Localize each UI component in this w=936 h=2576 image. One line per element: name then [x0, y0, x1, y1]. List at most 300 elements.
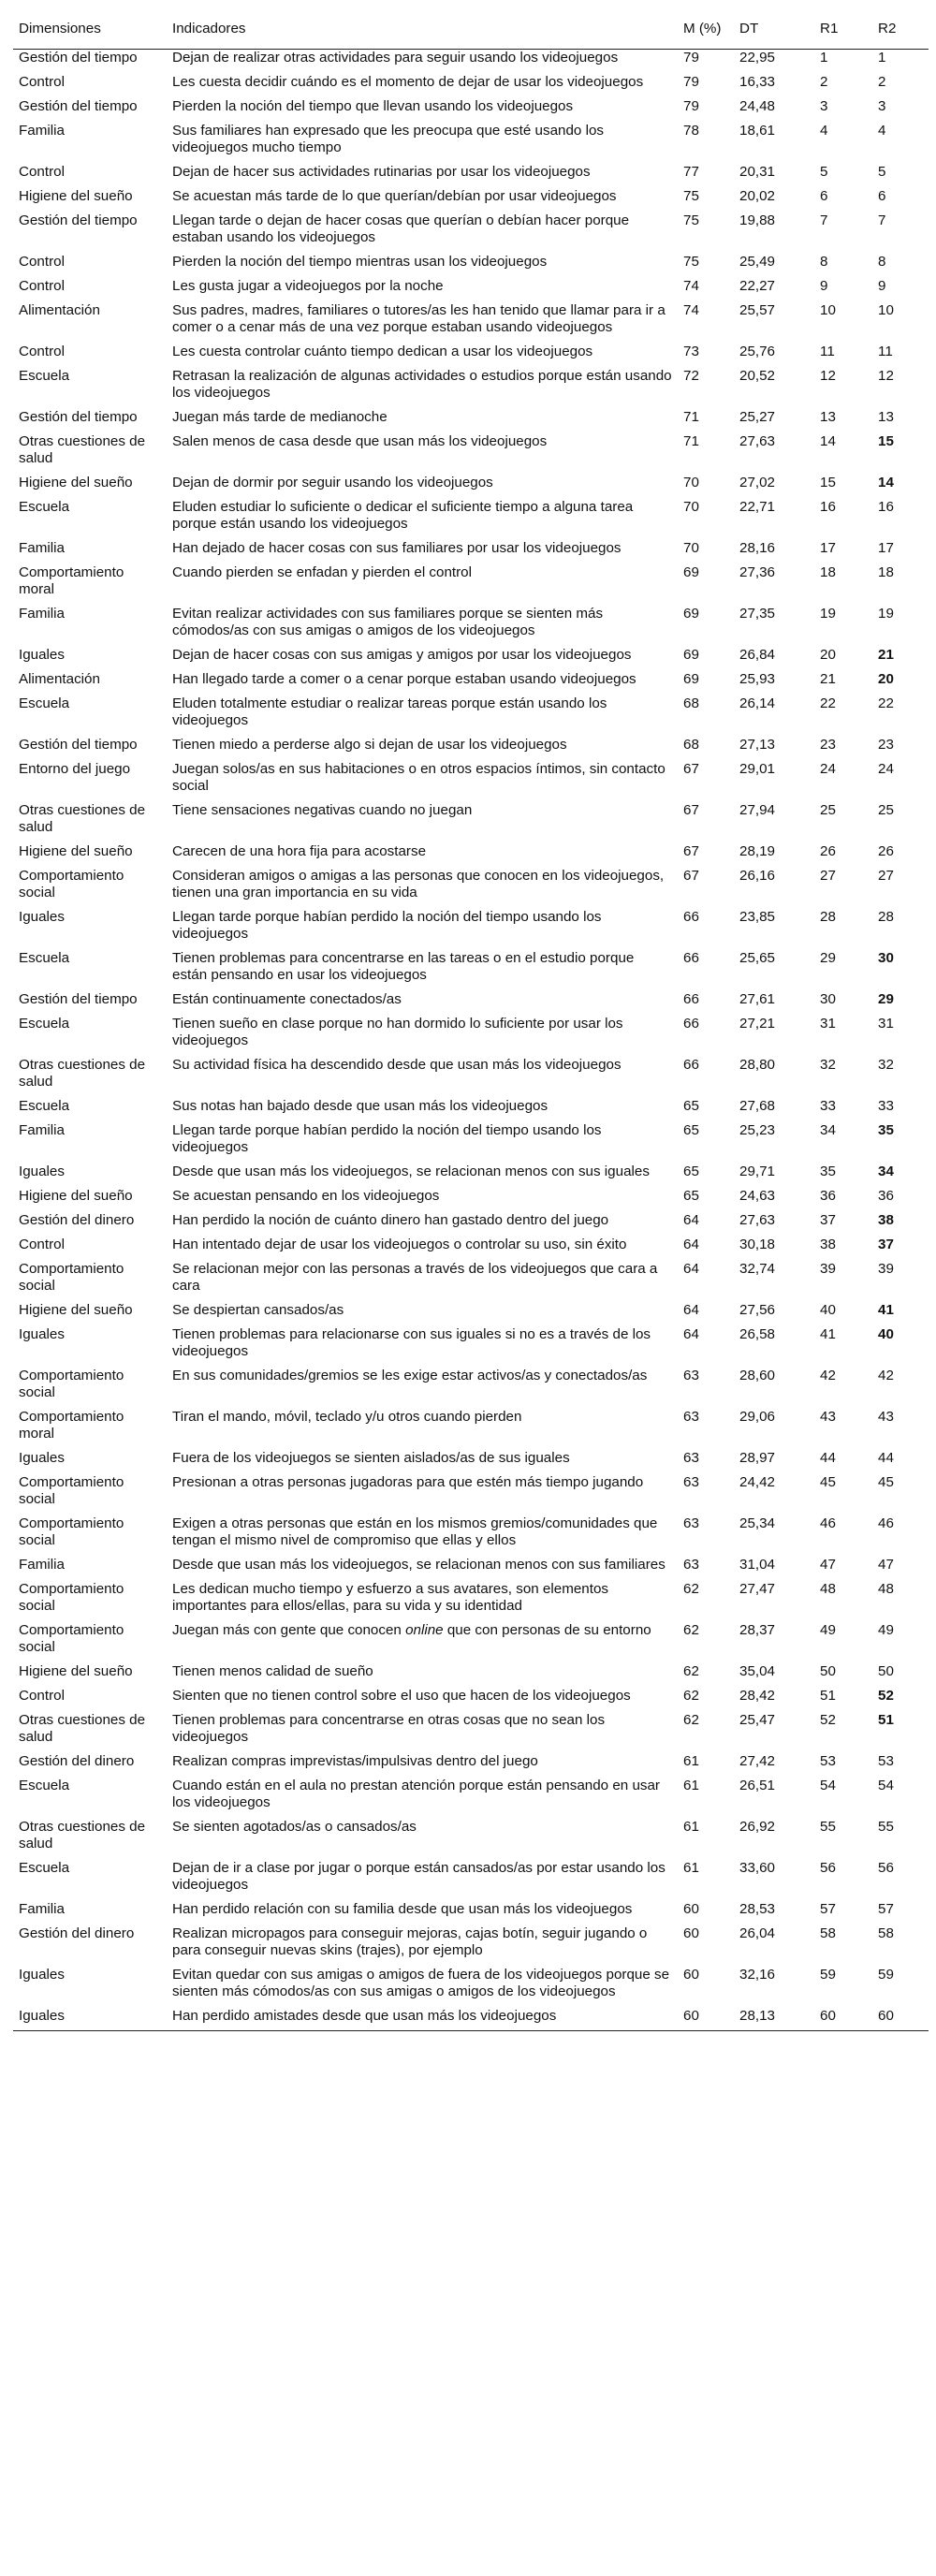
dimension-cell: Familia [19, 1901, 65, 1917]
dimension-cell: Escuela [19, 1860, 70, 1876]
sd-cell: 26,51 [739, 1778, 776, 1793]
dimension-cell: Comportamiento moral [19, 564, 124, 597]
rank1-cell: 7 [820, 212, 828, 228]
indicator-cell: Han perdido relación con su familia desde que usan más los videojuegos [172, 1901, 633, 1917]
table-row [13, 1450, 929, 1474]
rank2-cell: 31 [878, 1016, 894, 1032]
mean-cell: 78 [683, 123, 699, 139]
sd-cell: 25,76 [739, 344, 776, 359]
mean-cell: 63 [683, 1474, 699, 1490]
table-row [13, 1212, 929, 1237]
sd-cell: 25,34 [739, 1515, 776, 1531]
sd-cell: 24,48 [739, 98, 776, 114]
table-row [13, 302, 929, 344]
table-row [13, 1188, 929, 1212]
rank2-cell: 23 [878, 737, 894, 753]
indicator-text: Juegan más con gente que conocen [172, 1622, 406, 1638]
mean-cell: 66 [683, 1057, 699, 1073]
dimension-cell: Familia [19, 540, 65, 556]
rank1-cell: 6 [820, 188, 828, 204]
dimension-cell: Otras cuestiones de salud [19, 802, 146, 835]
indicator-cell: Tienen menos calidad de sueño [172, 1663, 373, 1679]
mean-cell: 66 [683, 1016, 699, 1032]
table-row [13, 1925, 929, 1967]
rank1-cell: 8 [820, 254, 828, 270]
dimension-cell: Alimentación [19, 671, 100, 687]
rank1-cell: 17 [820, 540, 836, 556]
rank1-cell: 45 [820, 1474, 836, 1490]
indicator-cell: Están continuamente conectados/as [172, 991, 402, 1007]
indicator-cell: Sus notas han bajado desde que usan más los videojuegos [172, 1098, 548, 1114]
mean-cell: 68 [683, 695, 699, 711]
indicator-cell: Realizan compras imprevistas/impulsivas dentro del juego [172, 1753, 538, 1769]
rank1-cell: 29 [820, 950, 836, 966]
indicator-cell: Llegan tarde o dejan de hacer cosas que querían o debían hacer porque estaban usando los videojuegos [172, 212, 630, 245]
rank1-cell: 51 [820, 1688, 836, 1704]
rank2-cell: 1 [878, 50, 886, 66]
rank1-cell: 32 [820, 1057, 836, 1073]
rank1-cell: 40 [820, 1302, 836, 1318]
table-row [13, 606, 929, 647]
table-row [13, 1057, 929, 1098]
sd-cell: 30,18 [739, 1237, 776, 1252]
rank1-cell: 1 [820, 50, 828, 66]
indicator-cell: Se sienten agotados/as o cansados/as [172, 1819, 417, 1835]
sd-cell: 26,92 [739, 1819, 776, 1835]
indicator-cell: Sus padres, madres, familiares o tutores/as les han tenido que llamar para ir a comer o a cenar más de una vez porque estaban usando videojuegos [172, 302, 665, 335]
dimension-cell: Otras cuestiones de salud [19, 433, 146, 466]
indicator-cell: Retrasan la realización de algunas actividades o estudios porque están usando los videojuegos [172, 368, 672, 401]
rank2-cell: 50 [878, 1663, 894, 1679]
indicator-cell: Llegan tarde porque habían perdido la noción del tiempo usando los videojuegos [172, 1122, 602, 1155]
rank1-cell: 33 [820, 1098, 836, 1114]
dimension-cell: Control [19, 1688, 65, 1704]
table-row [13, 1712, 929, 1753]
indicator-cell: Tienen sueño en clase porque no han dormido lo suficiente por usar los videojuegos [172, 1016, 623, 1048]
mean-cell: 66 [683, 909, 699, 925]
indicator-cell: Dejan de realizar otras actividades para seguir usando los videojuegos [172, 50, 619, 66]
table-row [13, 1819, 929, 1860]
sd-cell: 28,13 [734, 2008, 814, 2031]
indicator-cell: Tienen problemas para concentrarse en las tareas o en el estudio porque están pensando en usar los videojuegos [172, 950, 635, 983]
rank1-cell: 36 [820, 1188, 836, 1204]
dimension-cell: Familia [19, 606, 65, 622]
table-row [13, 909, 929, 950]
mean-cell: 74 [683, 278, 699, 294]
rank1-cell: 39 [820, 1261, 836, 1277]
rank2-cell: 9 [878, 278, 886, 294]
mean-cell: 70 [683, 499, 699, 515]
rank1-cell: 46 [820, 1515, 836, 1531]
mean-cell: 62 [683, 1622, 699, 1638]
rank1-cell: 2 [820, 74, 828, 90]
rank1-cell: 58 [820, 1925, 836, 1941]
rank1-cell: 41 [820, 1326, 836, 1342]
indicator-cell: Tiran el mando, móvil, teclado y/u otros cuando pierden [172, 1409, 522, 1425]
indicator-cell [167, 1622, 678, 1663]
mean-cell: 63 [683, 1368, 699, 1383]
rank2-cell: 60 [872, 2008, 929, 2031]
dimension-cell: Comportamiento social [19, 1581, 124, 1614]
rank1-cell: 14 [820, 433, 836, 449]
indicator-cell: Sienten que no tienen control sobre el uso que hacen de los videojuegos [172, 1688, 631, 1704]
rank2-cell: 20 [878, 671, 894, 687]
mean-cell: 70 [683, 540, 699, 556]
rank1-cell: 42 [820, 1368, 836, 1383]
mean-cell: 63 [683, 1450, 699, 1466]
table-row [13, 1622, 929, 1663]
rank2-cell: 22 [878, 695, 894, 711]
sd-cell: 26,58 [739, 1326, 776, 1342]
indicator-cell: Carecen de una hora fija para acostarse [172, 843, 427, 859]
table-row [13, 278, 929, 302]
rank1-cell: 53 [820, 1753, 836, 1769]
sd-cell: 32,16 [739, 1967, 776, 1983]
header-dt: DT [734, 13, 814, 50]
rank1-cell: 47 [820, 1557, 836, 1573]
sd-cell: 28,53 [739, 1901, 776, 1917]
dimension-cell: Iguales [19, 1164, 65, 1179]
dimension-cell: Comportamiento social [19, 868, 124, 900]
mean-cell: 64 [683, 1212, 699, 1228]
indicator-cell: Pierden la noción del tiempo mientras usan los videojuegos [172, 254, 548, 270]
table-row [13, 74, 929, 98]
dimension-cell: Gestión del tiempo [19, 409, 138, 425]
rank2-cell: 40 [878, 1326, 894, 1342]
sd-cell: 27,36 [739, 564, 776, 580]
table-row [13, 950, 929, 991]
rank2-cell: 46 [878, 1515, 894, 1531]
table-row [13, 1581, 929, 1622]
sd-cell: 29,71 [739, 1164, 776, 1179]
mean-cell: 63 [683, 1409, 699, 1425]
rank2-cell: 12 [878, 368, 894, 384]
mean-cell: 62 [683, 1663, 699, 1679]
rank2-cell: 26 [878, 843, 894, 859]
dimension-cell: Escuela [19, 950, 70, 966]
sd-cell: 31,04 [739, 1557, 776, 1573]
rank2-cell: 4 [878, 123, 886, 139]
dimension-cell: Gestión del tiempo [19, 737, 138, 753]
sd-cell: 22,95 [739, 50, 776, 66]
rank2-cell: 43 [878, 1409, 894, 1425]
indicator-cell: Les gusta jugar a videojuegos por la noche [172, 278, 444, 294]
rank2-cell: 59 [878, 1967, 894, 1983]
indicator-cell: Fuera de los videojuegos se sienten aislados/as de sus iguales [172, 1450, 570, 1466]
sd-cell: 22,71 [739, 499, 776, 515]
sd-cell: 28,42 [739, 1688, 776, 1704]
rank1-cell: 15 [820, 475, 836, 490]
rank2-cell: 52 [878, 1688, 894, 1704]
rank1-cell: 35 [820, 1164, 836, 1179]
table-row [13, 1164, 929, 1188]
rank2-cell: 44 [878, 1450, 894, 1466]
dimension-cell: Higiene del sueño [19, 1663, 133, 1679]
table-row [13, 868, 929, 909]
sd-cell: 25,47 [739, 1712, 776, 1728]
indicator-cell: Dejan de hacer sus actividades rutinarias por usar los videojuegos [172, 164, 591, 180]
header-r2: R2 [872, 13, 929, 50]
sd-cell: 20,02 [739, 188, 776, 204]
indicator-cell: Les cuesta controlar cuánto tiempo dedican a usar los videojuegos [172, 344, 593, 359]
table-row [13, 695, 929, 737]
table-row [13, 1753, 929, 1778]
sd-cell: 29,06 [739, 1409, 776, 1425]
table-row [13, 164, 929, 188]
dimension-cell: Iguales [19, 1967, 65, 1983]
indicator-cell: Se acuestan más tarde de lo que querían/debían por usar videojuegos [172, 188, 617, 204]
mean-cell: 61 [683, 1753, 699, 1769]
sd-cell: 28,16 [739, 540, 776, 556]
mean-cell: 72 [683, 368, 699, 384]
dimension-cell: Iguales [19, 1450, 65, 1466]
rank2-cell: 14 [878, 475, 894, 490]
sd-cell: 26,84 [739, 647, 776, 663]
sd-cell: 28,97 [739, 1450, 776, 1466]
rank2-cell: 35 [878, 1122, 894, 1138]
rank2-cell: 2 [878, 74, 886, 90]
rank1-cell: 26 [820, 843, 836, 859]
sd-cell: 27,35 [739, 606, 776, 622]
mean-cell: 67 [683, 868, 699, 884]
sd-cell: 28,80 [739, 1057, 776, 1073]
sd-cell: 32,74 [739, 1261, 776, 1277]
table-row [13, 1663, 929, 1688]
mean-cell: 60 [683, 1901, 699, 1917]
rank2-cell: 10 [878, 302, 894, 318]
indicator-cell: Tienen miedo a perderse algo si dejan de usar los videojuegos [172, 737, 567, 753]
table-row [13, 647, 929, 671]
dimension-cell: Escuela [19, 695, 70, 711]
table-row [13, 188, 929, 212]
rank1-cell: 13 [820, 409, 836, 425]
sd-cell: 25,57 [739, 302, 776, 318]
rank2-cell: 29 [878, 991, 894, 1007]
sd-cell: 26,04 [739, 1925, 776, 1941]
mean-cell: 75 [683, 254, 699, 270]
rank2-cell: 36 [878, 1188, 894, 1204]
rank2-cell: 21 [878, 647, 894, 663]
rank2-cell: 30 [878, 950, 894, 966]
sd-cell: 27,61 [739, 991, 776, 1007]
mean-cell: 74 [683, 302, 699, 318]
indicator-cell: Realizan micropagos para conseguir mejoras, cajas botín, seguir jugando o para conseguir nuevas skins (trajes), por ejemplo [172, 1925, 648, 1958]
dimension-cell: Control [19, 254, 65, 270]
rank1-cell: 49 [820, 1622, 836, 1638]
dimension-cell: Control [19, 164, 65, 180]
dimension-cell: Higiene del sueño [19, 1188, 133, 1204]
rank1-cell: 20 [820, 647, 836, 663]
rank1-cell: 23 [820, 737, 836, 753]
rank2-cell: 16 [878, 499, 894, 515]
sd-cell: 19,88 [739, 212, 776, 228]
mean-cell: 69 [683, 606, 699, 622]
rank1-cell: 9 [820, 278, 828, 294]
table-row [13, 475, 929, 499]
sd-cell: 22,27 [739, 278, 776, 294]
indicator-cell: Dejan de ir a clase por jugar o porque están cansados/as por estar usando los videojuegos [172, 1860, 665, 1893]
rank2-cell: 53 [878, 1753, 894, 1769]
indicator-cell: Juegan solos/as en sus habitaciones o en otros espacios íntimos, sin contacto social [172, 761, 665, 794]
sd-cell: 25,65 [739, 950, 776, 966]
header-dimensiones: Dimensiones [13, 13, 167, 50]
rank1-cell: 27 [820, 868, 836, 884]
rank2-cell: 49 [878, 1622, 894, 1638]
rank2-cell: 54 [878, 1778, 894, 1793]
sd-cell: 27,56 [739, 1302, 776, 1318]
indicator-cell: Han intentado dejar de usar los videojuegos o controlar su uso, sin éxito [172, 1237, 627, 1252]
indicator-cell: Juegan más tarde de medianoche [172, 409, 388, 425]
table-body [13, 50, 929, 2031]
indicator-emphasis: online [405, 1622, 444, 1638]
mean-cell: 67 [683, 761, 699, 777]
rank2-cell: 51 [878, 1712, 894, 1728]
rank1-cell: 44 [820, 1450, 836, 1466]
indicator-cell: Desde que usan más los videojuegos, se relacionan menos con sus familiares [172, 1557, 665, 1573]
indicator-cell: Eluden totalmente estudiar o realizar tareas porque están usando los videojuegos [172, 695, 607, 728]
rank2-cell: 37 [878, 1237, 894, 1252]
mean-cell: 79 [683, 74, 699, 90]
indicator-cell: Se acuestan pensando en los videojuegos [172, 1188, 440, 1204]
table-row [13, 409, 929, 433]
rank1-cell: 19 [820, 606, 836, 622]
dimension-cell: Iguales [19, 909, 65, 925]
indicator-cell: Han dejado de hacer cosas con sus familiares por usar los videojuegos [172, 540, 622, 556]
table-row [13, 50, 929, 75]
table-row [13, 368, 929, 409]
mean-cell: 79 [683, 50, 699, 66]
sd-cell: 24,63 [739, 1188, 776, 1204]
indicator-cell: Salen menos de casa desde que usan más los videojuegos [172, 433, 548, 449]
rank1-cell: 18 [820, 564, 836, 580]
indicator-cell: Desde que usan más los videojuegos, se relacionan menos con sus iguales [172, 1164, 650, 1179]
mean-cell: 77 [683, 164, 699, 180]
table-row [13, 802, 929, 843]
rank2-cell: 27 [878, 868, 894, 884]
sd-cell: 16,33 [739, 74, 776, 90]
sd-cell: 20,52 [739, 368, 776, 384]
rank2-cell: 24 [878, 761, 894, 777]
dimension-cell: Familia [19, 1122, 65, 1138]
dimension-cell: Comportamiento social [19, 1368, 124, 1400]
sd-cell: 28,37 [739, 1622, 776, 1638]
rank2-cell: 19 [878, 606, 894, 622]
indicator-cell: Presionan a otras personas jugadoras para que estén más tiempo jugando [172, 1474, 644, 1490]
mean-cell: 64 [683, 1237, 699, 1252]
indicator-cell: Les cuesta decidir cuándo es el momento de dejar de usar los videojuegos [172, 74, 644, 90]
rank2-cell: 45 [878, 1474, 894, 1490]
table-row [13, 1901, 929, 1925]
sd-cell: 26,16 [739, 868, 776, 884]
dimension-cell: Control [19, 1237, 65, 1252]
sd-cell: 27,63 [739, 433, 776, 449]
rank1-cell: 37 [820, 1212, 836, 1228]
sd-cell: 27,47 [739, 1581, 776, 1597]
dimension-cell: Familia [19, 1557, 65, 1573]
rank2-cell: 5 [878, 164, 886, 180]
table-row [13, 540, 929, 564]
rank1-cell: 56 [820, 1860, 836, 1876]
dimension-cell: Gestión del dinero [19, 1212, 135, 1228]
dimension-cell: Iguales [19, 647, 65, 663]
sd-cell: 33,60 [739, 1860, 776, 1876]
rank1-cell: 30 [820, 991, 836, 1007]
dimension-cell: Escuela [19, 1098, 70, 1114]
rank2-cell: 11 [878, 344, 893, 359]
dimension-cell: Iguales [19, 1326, 65, 1342]
table-row [13, 564, 929, 606]
table-row [13, 1409, 929, 1450]
table-row [13, 1237, 929, 1261]
table-row [13, 1688, 929, 1712]
indicator-cell: Su actividad física ha descendido desde que usan más los videojuegos [172, 1057, 622, 1073]
mean-cell: 60 [683, 1925, 699, 1941]
dimension-cell: Iguales [13, 2008, 167, 2031]
table-row [13, 433, 929, 475]
mean-cell: 66 [683, 991, 699, 1007]
mean-cell: 63 [683, 1515, 699, 1531]
rank1-cell: 31 [820, 1016, 836, 1032]
indicator-cell: Pierden la noción del tiempo que llevan usando los videojuegos [172, 98, 574, 114]
dimension-cell: Otras cuestiones de salud [19, 1712, 146, 1745]
table-row [13, 344, 929, 368]
table-row [13, 1474, 929, 1515]
table-row [13, 2008, 929, 2031]
rank2-cell: 42 [878, 1368, 894, 1383]
indicator-cell: Les dedican mucho tiempo y esfuerzo a sus avatares, son elementos importantes para ellos/ellas, para su vida y su identidad [172, 1581, 609, 1614]
table-row [13, 1016, 929, 1057]
dimension-cell: Higiene del sueño [19, 843, 133, 859]
table-row [13, 1368, 929, 1409]
rank1-cell: 25 [820, 802, 836, 818]
indicator-cell: Llegan tarde porque habían perdido la noción del tiempo usando los videojuegos [172, 909, 602, 942]
sd-cell: 23,85 [739, 909, 776, 925]
dimension-cell: Higiene del sueño [19, 188, 133, 204]
dimension-cell: Comportamiento social [19, 1474, 124, 1507]
dimension-cell: Entorno del juego [19, 761, 131, 777]
mean-cell: 69 [683, 647, 699, 663]
mean-cell: 69 [683, 671, 699, 687]
sd-cell: 26,14 [739, 695, 776, 711]
indicator-cell: Tienen problemas para relacionarse con sus iguales si no es a través de los videojuegos [172, 1326, 651, 1359]
rank1-cell: 55 [820, 1819, 836, 1835]
mean-cell: 73 [683, 344, 699, 359]
mean-cell: 64 [683, 1261, 699, 1277]
mean-cell: 79 [683, 98, 699, 114]
sd-cell: 27,42 [739, 1753, 776, 1769]
indicator-cell: Eluden estudiar lo suficiente o dedicar el suficiente tiempo a alguna tarea porque están usando los videojuegos [172, 499, 634, 532]
sd-cell: 35,04 [739, 1663, 776, 1679]
indicator-cell: Tienen problemas para concentrarse en otras cosas que no sean los videojuegos [172, 1712, 606, 1745]
rank2-cell: 33 [878, 1098, 894, 1114]
dimension-cell: Gestión del tiempo [19, 50, 138, 66]
mean-cell: 69 [683, 564, 699, 580]
table-row [13, 991, 929, 1016]
table-row [13, 843, 929, 868]
table-row [13, 1967, 929, 2008]
rank2-cell: 48 [878, 1581, 894, 1597]
table-row [13, 1557, 929, 1581]
table-row [13, 1778, 929, 1819]
mean-cell: 70 [683, 475, 699, 490]
indicator-cell: Tiene sensaciones negativas cuando no juegan [172, 802, 473, 818]
rank1-cell: 11 [820, 344, 835, 359]
rank1-cell: 21 [820, 671, 836, 687]
table-row [13, 1098, 929, 1122]
sd-cell: 27,63 [739, 1212, 776, 1228]
dimension-cell: Gestión del tiempo [19, 212, 138, 228]
sd-cell: 20,31 [739, 164, 776, 180]
